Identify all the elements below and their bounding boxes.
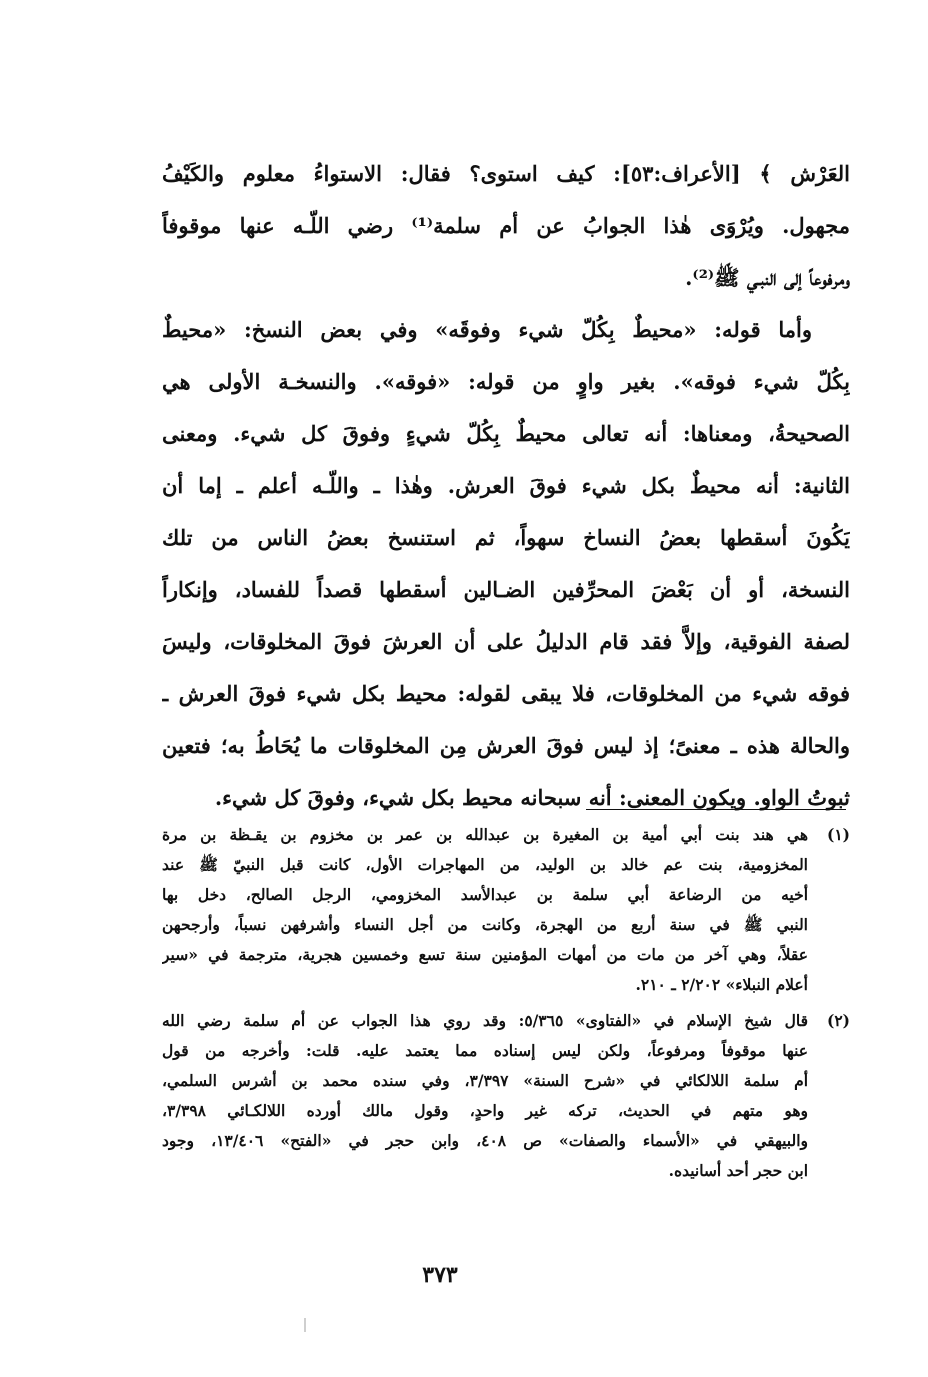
text-line: وأما قوله: «محيطٌ بِكُلّ شيء وفوقَه» وفي بعض النسخ: «محيطٌ: [162, 317, 812, 342]
footnote-line: النبي ﷺ في سنة أربع من الهجرة، وكانت من أجل النساء وأشرفهن نسباً، وأرجحهن: [162, 915, 808, 934]
footnote-line: عنها موقوفاً ومرفوعاً، ولكن ليس إسناده مما يعتمد عليه. قلت: وأخرجه من قول: [162, 1041, 808, 1060]
text-line: لصفة الفوقية، وإلاَّ فقد قام الدليلُ على أن العرشَ فوقَ المخلوقات، وليسَ: [162, 629, 850, 654]
footnote-line: عقلاً، وهي آخر من مات من أمهات المؤمنين سنة تسع وخمسين هجرية، مترجمة في «سير: [162, 945, 808, 964]
footnote-line: أخيه من الرضاعة أبي سلمة بن عبدالأسد المخزومي، الرجل الصالح، دخل بها: [162, 885, 808, 904]
footnote-number: (١): [826, 825, 850, 844]
text-line: مجهول. ويُرْوَى هٰذا الجوابُ عن أم سلمة⁽¹⁾ رضي اللّـه عنها موقوفاً: [162, 213, 850, 238]
text-line: بِكُلّ شيء فوقه». بغير واوٍ من قوله: «فوقه». والنسخـة الأولى هي: [162, 369, 850, 394]
text-line: الثانية: أنه محيطٌ بكل شيء فوقَ العرش. وهٰذا ـ واللّـه أعلم ـ إما أن: [162, 473, 850, 498]
text-line: ومرفوعاً إلى النبـي ﷺ⁽²⁾.: [685, 265, 850, 290]
text-line: النسخة، أو أن بَعْضَ المحرِّفين الضـالين أسقطها قصداً للفساد، وإنكاراً: [162, 577, 850, 602]
paragraph-1: [162, 148, 850, 304]
text-line: والحالة هذه ـ معنىً؛ إذ ليس فوقَ العرش مِن المخلوقات ما يُحَاطُ به؛ فتعين: [162, 733, 850, 758]
text-line: فوقه شيء من المخلوقات، فلا يبقى لقوله: محيط بكل شيء فوقَ العرش ـ: [162, 681, 850, 706]
scan-speck: [304, 1318, 306, 1332]
footnote-line: والبيهقي في «الأسماء والصفات» ص ٤٠٨، وابن حجر في «الفتح» ١٣/٤٠٦، وجود: [162, 1131, 808, 1150]
footnote-line: وهو متهم في الحديث، تركه غير واحدٍ، وقول مالك أورده اللالكـائي ٣/٣٩٨،: [162, 1101, 808, 1120]
text-line: الصحيحةُ، ومعناها: أنه تعالى محيطٌ بِكُلّ شيءٍ وفوقَ كل شيء. ومعنى: [162, 421, 850, 446]
footnote-line: أم سلمة اللالكائي في «شرح السنة» ٣/٣٩٧، وفي سنده محمد بن أشرس السلمي،: [162, 1071, 808, 1090]
footnote-line: قال شيخ الإسلام في «الفتاوى» ٥/٣٦٥: وقد روي هذا الجواب عن أم سلمة رضي الله: [162, 1011, 808, 1030]
footnote-line: أعلام النبلاء» ٢/٢٠٢ ـ ٢١٠.: [635, 975, 808, 994]
footnote-line: هي هند بنت أبي أمية بن المغيرة بن عبدالله بن عمر بن مخزوم بن يقـظة بن مرة: [162, 825, 808, 844]
footnote-line: المخزومية، بنت عم خالد بن الوليد، من المهاجرات الأول، كانت قبل النبيّ ﷺ عند: [162, 855, 808, 874]
text-line: ثبوتُ الواو. ويكون المعنى: أنه سبحانه محيط بكل شيء، وفوقَ كل شيء.: [214, 785, 850, 810]
footnote-number: (٢): [826, 1011, 850, 1030]
footnote-1: [162, 820, 850, 1000]
page-number: ٣٧٣: [422, 1262, 458, 1288]
footnotes: [162, 820, 850, 1192]
text-line: يَكُونَ أسقطها بعضُ النساخ سهواً، ثم استنسخ بعضُ الناس من تلك: [162, 525, 850, 550]
footnote-2: [162, 1006, 850, 1186]
footnote-line: ابن حجر أحد أسانيده.: [668, 1161, 808, 1180]
paragraph-2: [162, 304, 850, 824]
footnote-separator: [586, 809, 846, 810]
main-text: [162, 148, 850, 824]
text-line: العَرْش ﴾ [الأعراف:٥٣]: كيف استوى؟ فقال: الاستواءُ معلوم والكَيْفُ: [162, 161, 850, 186]
